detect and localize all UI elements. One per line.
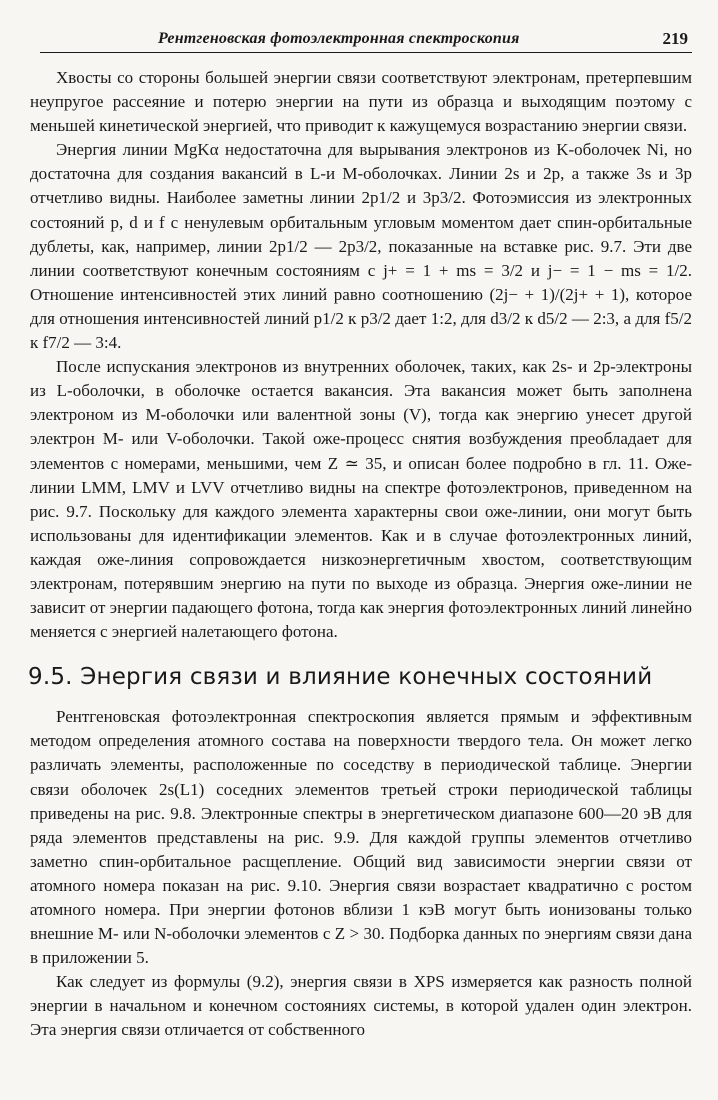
paragraph-tails: Хвосты со стороны большей энергии связи соответствуют электронам, претерпевшим неупругое рассеяние и потерю энергии на пути из образца и выходящим поэтому с меньшей кинетической энергией, что приводит к кажущемуся возрастанию энергии связи. bbox=[30, 68, 692, 136]
paragraph-binding-energy: Как следует из формулы (9.2), энергия связи в XPS измеряется как разность полной энергии в начальном и конечном состояниях системы, в которой удален один электрон. Эта энергия связи отличается от собственного bbox=[30, 972, 692, 1040]
paragraph-mg-k-alpha: Энергия линии MgKα недостаточна для вырывания электронов из K-оболочек Ni, но достаточна для создания вакансий в L-и M-оболочках. Линии 2s и 2p, а также 3s и 3p отчетливо видны. Наиболее заметны линии 2p1/2 и 3p3/2. Фотоэмиссия из электронных состояний p, d и f с ненулевым орбитальным угловым моментом дает спин-орбитальные дублеты, как, например, линии 2p1/2 — 2p3/2, показанные на вставке рис. 9.7. Эти две линии соответствуют конечным состояниям с j+ = 1 + ms = 3/2 и j− = 1 − ms = 1/2. Отношение интенсивностей этих линий равно соотношению (2j− + 1)/(2j+ + 1), которое для отношения интенсивностей линий p1/2 к p3/2 дает 1:2, для d3/2 к d5/2 — 2:3, а для f5/2 к f7/2 — 3:4. bbox=[30, 140, 692, 353]
paragraph-xps-method: Рентгеновская фотоэлектронная спектроскопия является прямым и эффективным методом определения атомного состава на поверхности твердого тела. Он может легко различать элементы, расположенные по соседству в периодической таблице. Энергии связи оболочек 2s(L1) соседних элементов третьей строки периодической таблицы приведены на рис. 9.8. Электронные спектры в энергетическом диапазоне 600—20 эВ для ряда элементов представлены на рис. 9.9. Для каждой группы элементов отчетливо заметно спин-орбитальное расщепление. Общий вид зависимости энергии связи от атомного номера показан на рис. 9.10. Энергия связи возрастает квадратично с ростом атомного номера. При энергии фотонов вблизи 1 кэВ могут быть ионизованы только внешние M- или N-оболочки элементов с Z > 30. Подборка данных по энергиям связи дана в приложении 5. bbox=[30, 707, 692, 968]
paragraph-auger: После испускания электронов из внутренних оболочек, таких, как 2s- и 2p-электроны из L-оболочки, в оболочке остается вакансия. Эта вакансия может быть заполнена электроном из M-оболочки или валентной зоны (V), тогда как энергию унесет другой электрон M- или V-оболочки. Такой оже-процесс снятия возбуждения преобладает для элементов с номерами, меньшими, чем Z ≃ 35, и описан более подробно в гл. 11. Оже-линии LMM, LMV и LVV отчетливо видны на спектре фотоэлектронов, приведенном на рис. 9.7. Поскольку для каждого элемента характерны свои оже-линии, они могут быть использованы для идентификации элементов. Как и в случае фотоэлектронных линий, каждая оже-линия сопровождается низкоэнергетичным хвостом, соответствующим электронам, потерявшим энергию на пути по выходе из образца. Энергия оже-линии не зависит от энергии падающего фотона, тогда как энергия фотоэлектронных линий линейно меняется с энергией налетающего фотона. bbox=[30, 357, 692, 642]
page-number: 219 bbox=[662, 29, 688, 48]
running-title: Рентгеновская фотоэлектронная спектроскопия bbox=[158, 30, 520, 47]
page-body bbox=[30, 66, 692, 1043]
section-title: 9.5. Энергия связи и влияние конечных состояний bbox=[28, 664, 653, 691]
running-header bbox=[40, 30, 692, 53]
